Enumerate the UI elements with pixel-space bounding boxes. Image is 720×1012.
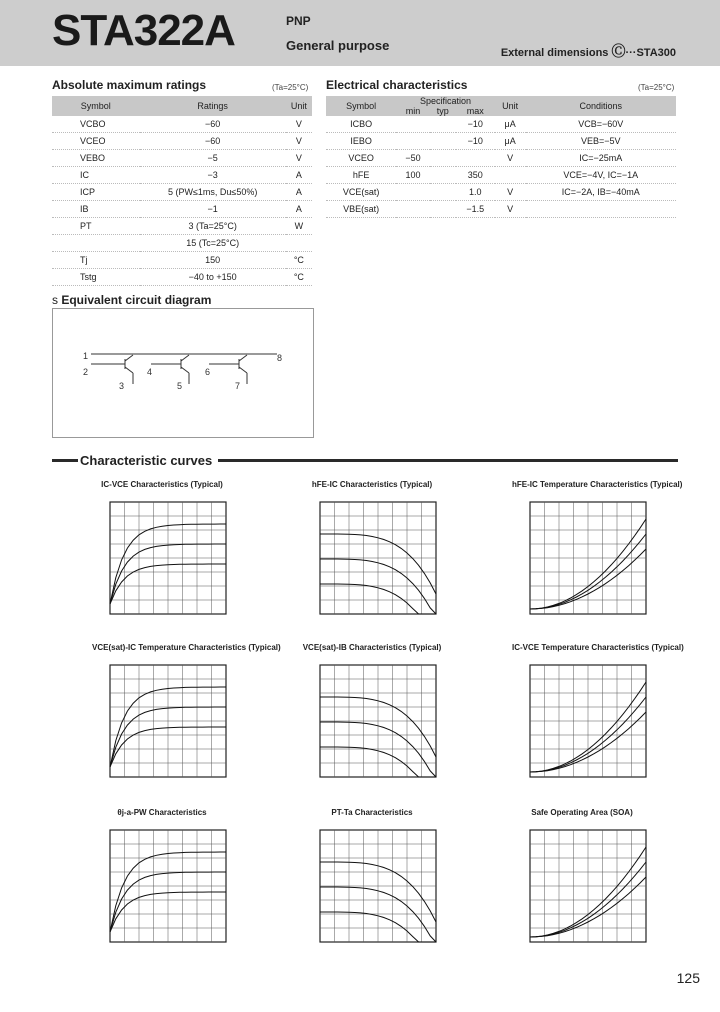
abs-cell: −5 bbox=[140, 150, 286, 167]
abs-cell: ICP bbox=[52, 184, 140, 201]
abs-row bbox=[52, 184, 312, 201]
abs-cell: A bbox=[286, 184, 312, 201]
transistor-2 bbox=[181, 355, 189, 384]
header-band bbox=[0, 0, 720, 66]
curve-title: hFE-IC Temperature Characteristics (Typical) bbox=[512, 480, 683, 489]
svg-text:7: 7 bbox=[235, 381, 241, 391]
elec-cell bbox=[456, 150, 495, 167]
curve-panel-5 bbox=[302, 643, 442, 782]
elec-row bbox=[326, 116, 676, 133]
abs-cell: °C bbox=[286, 269, 312, 286]
elec-cell bbox=[526, 201, 676, 218]
curve-plot bbox=[512, 822, 652, 947]
elec-title: Electrical characteristics bbox=[326, 78, 468, 92]
elec-cell: V bbox=[495, 184, 526, 201]
abs-cell: VCEO bbox=[52, 133, 140, 150]
curve-panel-7 bbox=[92, 808, 232, 947]
abs-cell: Tj bbox=[52, 252, 140, 269]
curve-plot bbox=[302, 657, 442, 782]
abs-h-unit: Unit bbox=[286, 96, 312, 116]
page-number: 125 bbox=[676, 970, 700, 986]
abs-cond: (Ta=25°C) bbox=[272, 83, 309, 92]
elec-cell: IEBO bbox=[326, 133, 396, 150]
elec-cell bbox=[430, 184, 456, 201]
elec-cell: VCEO bbox=[326, 150, 396, 167]
elec-cell: 100 bbox=[396, 167, 429, 184]
elec-cell: VBE(sat) bbox=[326, 201, 396, 218]
curve-plot bbox=[302, 822, 442, 947]
polarity: PNP bbox=[286, 14, 311, 28]
curve-plot bbox=[92, 657, 232, 782]
curve-title: PT-Ta Characteristics bbox=[331, 808, 413, 817]
curve-plot bbox=[92, 494, 232, 619]
elec-cell: −1.5 bbox=[456, 201, 495, 218]
elec-cell: μA bbox=[495, 133, 526, 150]
circuit-box bbox=[52, 308, 314, 438]
elec-cell: ICBO bbox=[326, 116, 396, 133]
elec-table bbox=[326, 96, 676, 218]
abs-cell: Tstg bbox=[52, 269, 140, 286]
curve-plot bbox=[92, 822, 232, 947]
curve-plot bbox=[512, 494, 652, 619]
elec-cell: IC=−2A, IB=−40mA bbox=[526, 184, 676, 201]
elec-cell: V bbox=[495, 201, 526, 218]
svg-text:5: 5 bbox=[177, 381, 183, 391]
elec-cell: μA bbox=[495, 116, 526, 133]
curves-title: Characteristic curves bbox=[80, 453, 213, 468]
c-mark-icon: Ⓒ bbox=[611, 43, 626, 59]
curve-panel-2 bbox=[302, 480, 442, 619]
curve-panel-3 bbox=[512, 480, 683, 619]
circuit-title: s Equivalent circuit diagram bbox=[52, 293, 212, 307]
abs-cell: 150 bbox=[140, 252, 286, 269]
svg-text:2: 2 bbox=[83, 367, 89, 377]
abs-cell: W bbox=[286, 218, 312, 235]
transistor-1 bbox=[125, 355, 133, 384]
curve-title: Safe Operating Area (SOA) bbox=[531, 808, 633, 817]
circuit-diagram bbox=[53, 309, 313, 437]
elec-h-unit: Unit bbox=[495, 96, 526, 116]
elec-cell bbox=[396, 184, 429, 201]
elec-cell bbox=[396, 201, 429, 218]
elec-cell bbox=[430, 167, 456, 184]
curve-title: hFE-IC Characteristics (Typical) bbox=[311, 480, 433, 489]
elec-cond: (Ta=25°C) bbox=[638, 83, 675, 92]
abs-h-ratings: Ratings bbox=[140, 96, 286, 116]
external-dimensions: External dimensions Ⓒ···STA300 bbox=[500, 43, 676, 59]
curve-panel-9 bbox=[512, 808, 652, 947]
elec-h-cond: Conditions bbox=[526, 96, 676, 116]
abs-cell: −60 bbox=[140, 116, 286, 133]
elec-cell: −10 bbox=[456, 133, 495, 150]
svg-text:4: 4 bbox=[147, 367, 153, 377]
abs-row bbox=[52, 167, 312, 184]
abs-cell: 5 (PW≤1ms, Du≤50%) bbox=[140, 184, 286, 201]
part-number: STA322A bbox=[52, 6, 235, 55]
elec-cell: −50 bbox=[396, 150, 429, 167]
abs-cell: VEBO bbox=[52, 150, 140, 167]
abs-row bbox=[52, 269, 312, 286]
abs-cell: A bbox=[286, 201, 312, 218]
elec-row bbox=[326, 167, 676, 184]
curve-plot bbox=[512, 657, 652, 782]
svg-text:3: 3 bbox=[119, 381, 125, 391]
abs-cell: V bbox=[286, 116, 312, 133]
abs-cell: °C bbox=[286, 252, 312, 269]
abs-title: Absolute maximum ratings bbox=[52, 78, 207, 92]
abs-row bbox=[52, 252, 312, 269]
svg-text:6: 6 bbox=[205, 367, 211, 377]
curves-bar-right bbox=[218, 459, 678, 462]
abs-row bbox=[52, 201, 312, 218]
elec-cell: VCE=−4V, IC=−1A bbox=[526, 167, 676, 184]
elec-cell: hFE bbox=[326, 167, 396, 184]
abs-h-symbol: Symbol bbox=[52, 96, 140, 116]
elec-cell: VEB=−5V bbox=[526, 133, 676, 150]
abs-cell: V bbox=[286, 133, 312, 150]
elec-cell bbox=[430, 201, 456, 218]
abs-cell: V bbox=[286, 150, 312, 167]
abs-row bbox=[52, 218, 312, 235]
elec-row bbox=[326, 184, 676, 201]
elec-cell: IC=−25mA bbox=[526, 150, 676, 167]
elec-row bbox=[326, 133, 676, 150]
curve-title: θj-a-PW Characteristics bbox=[117, 808, 207, 817]
elec-cell bbox=[430, 133, 456, 150]
abs-row bbox=[52, 150, 312, 167]
abs-cell: IB bbox=[52, 201, 140, 218]
abs-cell: PT bbox=[52, 218, 140, 235]
abs-cell: IC bbox=[52, 167, 140, 184]
elec-cell: 1.0 bbox=[456, 184, 495, 201]
abs-cell: −3 bbox=[140, 167, 286, 184]
curves-bar-left bbox=[52, 459, 78, 462]
curve-panel-4 bbox=[92, 643, 281, 782]
elec-h-spec: Specification bbox=[396, 96, 494, 106]
svg-text:8: 8 bbox=[277, 353, 283, 363]
curve-title: VCE(sat)-IC Temperature Characteristics (Typical) bbox=[92, 643, 281, 652]
elec-cell: −10 bbox=[456, 116, 495, 133]
abs-cell bbox=[286, 235, 312, 252]
elec-row bbox=[326, 201, 676, 218]
transistor-3 bbox=[239, 355, 247, 384]
abs-row bbox=[52, 133, 312, 150]
abs-row bbox=[52, 235, 312, 252]
elec-h-min: min bbox=[396, 106, 429, 116]
curve-panel-6 bbox=[512, 643, 684, 782]
elec-cell bbox=[495, 167, 526, 184]
elec-cell: VCE(sat) bbox=[326, 184, 396, 201]
elec-h-symbol: Symbol bbox=[326, 96, 396, 116]
curve-title: IC-VCE Characteristics (Typical) bbox=[101, 480, 223, 489]
curve-title: IC-VCE Temperature Characteristics (Typical) bbox=[512, 643, 684, 652]
curve-plot bbox=[302, 494, 442, 619]
abs-cell: −1 bbox=[140, 201, 286, 218]
elec-cell bbox=[396, 116, 429, 133]
elec-row bbox=[326, 150, 676, 167]
elec-h-typ: typ bbox=[430, 106, 456, 116]
abs-table bbox=[52, 96, 312, 286]
curve-title: VCE(sat)-IB Characteristics (Typical) bbox=[302, 643, 442, 652]
elec-cell: VCB=−60V bbox=[526, 116, 676, 133]
elec-cell bbox=[430, 150, 456, 167]
elec-cell bbox=[396, 133, 429, 150]
elec-cell: V bbox=[495, 150, 526, 167]
abs-cell: −60 bbox=[140, 133, 286, 150]
abs-row bbox=[52, 116, 312, 133]
elec-h-max: max bbox=[456, 106, 495, 116]
abs-cell bbox=[52, 235, 140, 252]
abs-cell: −40 to +150 bbox=[140, 269, 286, 286]
purpose: General purpose bbox=[286, 38, 390, 53]
svg-text:1: 1 bbox=[83, 351, 89, 361]
elec-cell bbox=[430, 116, 456, 133]
curve-panel-8 bbox=[302, 808, 442, 947]
abs-cell: A bbox=[286, 167, 312, 184]
abs-cell: 3 (Ta=25°C) bbox=[140, 218, 286, 235]
abs-cell: VCBO bbox=[52, 116, 140, 133]
elec-cell: 350 bbox=[456, 167, 495, 184]
abs-cell: 15 (Tc=25°C) bbox=[140, 235, 286, 252]
curve-panel-1 bbox=[92, 480, 232, 619]
